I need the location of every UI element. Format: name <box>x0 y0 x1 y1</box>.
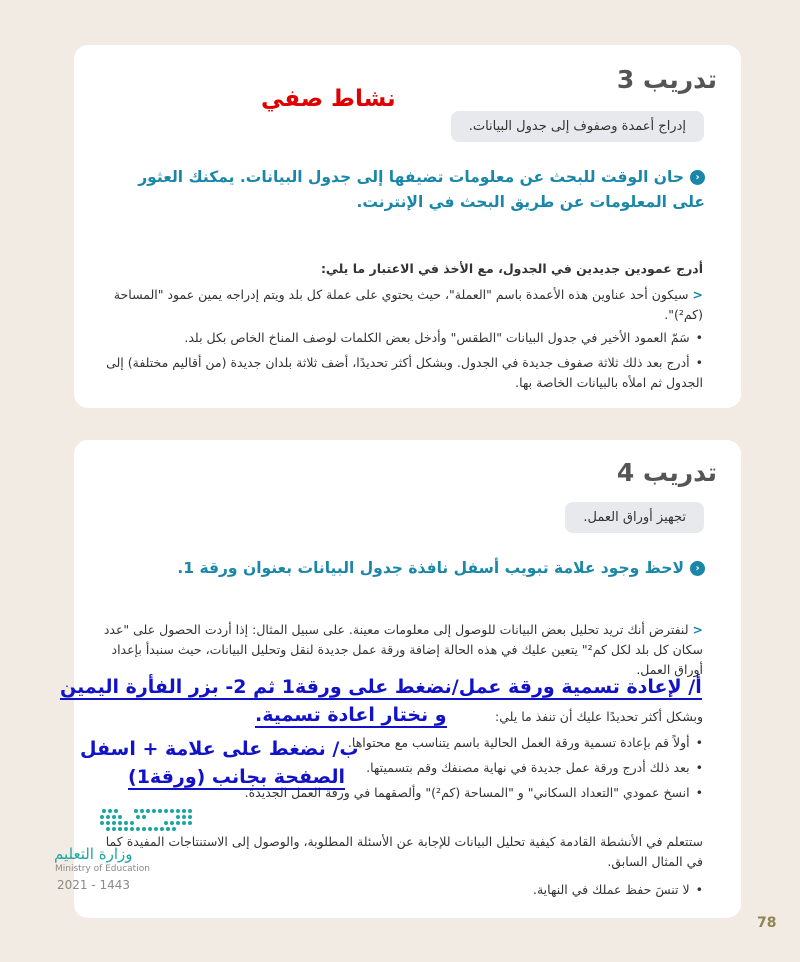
bullet-icon: • <box>695 760 703 775</box>
exercise-4-specific: وبشكل أكثر تحديدًا عليك أن تنفذ ما يلي: <box>494 709 703 724</box>
handwritten-note-b-line-1: ب/ نضغط على علامة + اسفل <box>80 738 359 760</box>
exercise-4-step-1-text: أولاً قم بإعادة تسمية ورقة العمل الحالية باسم يتناسب مع محتواها. <box>347 735 690 750</box>
exercise-3-item-2-text: سَمّ العمود الأخير في جدول البيانات "الطقس" وأدخل بعض الكلمات لوصف المناخ الخاص بكل بلد. <box>184 330 690 345</box>
bullet-icon: • <box>695 882 703 897</box>
exercise-3-instruction <box>105 165 705 215</box>
ministry-name-english: Ministry of Education <box>55 864 150 874</box>
exercise-3-item-3-text: أدرج بعد ذلك ثلاثة صفوف جديدة في الجدول. وبشكل أكثر تحديدًا، أضف ثلاثة بلدان جديدة (من أقاليم مختلفة) إلى الجدول ثم املأه بالبيانات الخاصة بها. <box>106 355 703 390</box>
page-number: 78 <box>757 915 777 931</box>
handwritten-note-b-line-2 <box>128 766 345 788</box>
bullet-icon: • <box>695 355 703 370</box>
class-activity-label: نشاط صفي <box>261 86 396 112</box>
exercise-3-item-1-text: سيكون أحد عناوين هذه الأعمدة باسم "العملة"، حيث يحتوي على عملة كل بلد ويتم إدراجه يمين عمود "المساحة (كم²)". <box>113 287 703 322</box>
handwritten-note-a-line-2-text: و نختار اعادة تسمية. <box>255 704 447 726</box>
handwritten-note-a-line-1-text: أ/ لإعادة تسمية ورقة عمل/نضغط على ورقة1 ثم 2- بزر الفأرة اليمين <box>60 676 702 698</box>
exercise-4-intro-text: لنفترض أنك تريد تحليل بعض البيانات للوصول إلى معلومات معينة. على سبيل المثال: إذا أردت الحصول على "عدد سكان كل بلد لكل كم²" يتعين عليك في هذه الحالة إضافة ورقة عمل جديدة لنقل وتحليل البيانات، حيث سنبدأ بإعداد أوراق العمل. <box>103 622 703 677</box>
bullet-icon: • <box>695 785 703 800</box>
handwritten-note-a-line-2 <box>255 704 447 726</box>
arrow-icon: < <box>692 622 703 637</box>
exercise-4-save-note-text: لا تنسَ حفظ عملك في النهاية. <box>532 882 690 897</box>
chevron-icon: ‹ <box>690 561 705 576</box>
exercise-4-intro <box>93 620 703 680</box>
arrow-icon: < <box>692 287 703 302</box>
exercise-3-item-1 <box>103 285 703 325</box>
exercise-3-subtitle: إدراج أعمدة وصفوف إلى جدول البيانات. <box>451 111 704 142</box>
exercise-3-card <box>74 45 741 408</box>
bullet-icon: • <box>695 735 703 750</box>
exercise-4-step-2-text: بعد ذلك أدرج ورقة عمل جديدة في نهاية مصنفك وقم بتسميتها. <box>366 760 690 775</box>
exercise-4-instruction-text: لاحظ وجود علامة تبويب أسفل نافذة جدول البيانات بعنوان ورقة 1. <box>177 559 684 577</box>
exercise-4-step-3-text: انسخ عمودي "التعداد السكاني" و "المساحة (كم²)" وألصقهما في ورقة العمل الجديدة. <box>244 785 690 800</box>
exercise-4-outro: ستتعلم في الأنشطة القادمة كيفية تحليل البيانات للإجابة عن الأسئلة المطلوبة، والوصول إلى الاستنتاجات المفيدة كما في المثال السابق. <box>105 834 703 869</box>
edition-year: 2021 - 1443 <box>57 878 131 892</box>
chevron-icon: ‹ <box>690 170 705 185</box>
exercise-4-instruction <box>105 556 705 581</box>
exercise-3-item-2 <box>103 328 703 348</box>
exercise-4-title: تدريب 4 <box>616 458 717 487</box>
handwritten-note-a-line-1 <box>60 676 702 698</box>
ministry-logo-icon <box>56 805 196 845</box>
handwritten-note-b-line-2-text: الصفحة بجانب (ورقة1) <box>128 766 346 788</box>
ministry-name-arabic: وزارة التعليم <box>54 845 133 863</box>
bullet-icon: • <box>695 330 703 345</box>
exercise-4-subtitle: تجهيز أوراق العمل. <box>565 502 704 533</box>
exercise-3-item-3 <box>103 353 703 393</box>
exercise-3-task-heading: أدرج عمودين جديدين في الجدول، مع الأخذ في الاعتبار ما يلي: <box>320 261 703 276</box>
exercise-4-save-note <box>103 880 703 900</box>
exercise-3-title: تدريب 3 <box>616 65 717 94</box>
exercise-3-instruction-text: حان الوقت للبحث عن معلومات تضيفها إلى جدول البيانات. يمكنك العثور على المعلومات عن طريق البحث في الإنترنت. <box>138 168 705 211</box>
